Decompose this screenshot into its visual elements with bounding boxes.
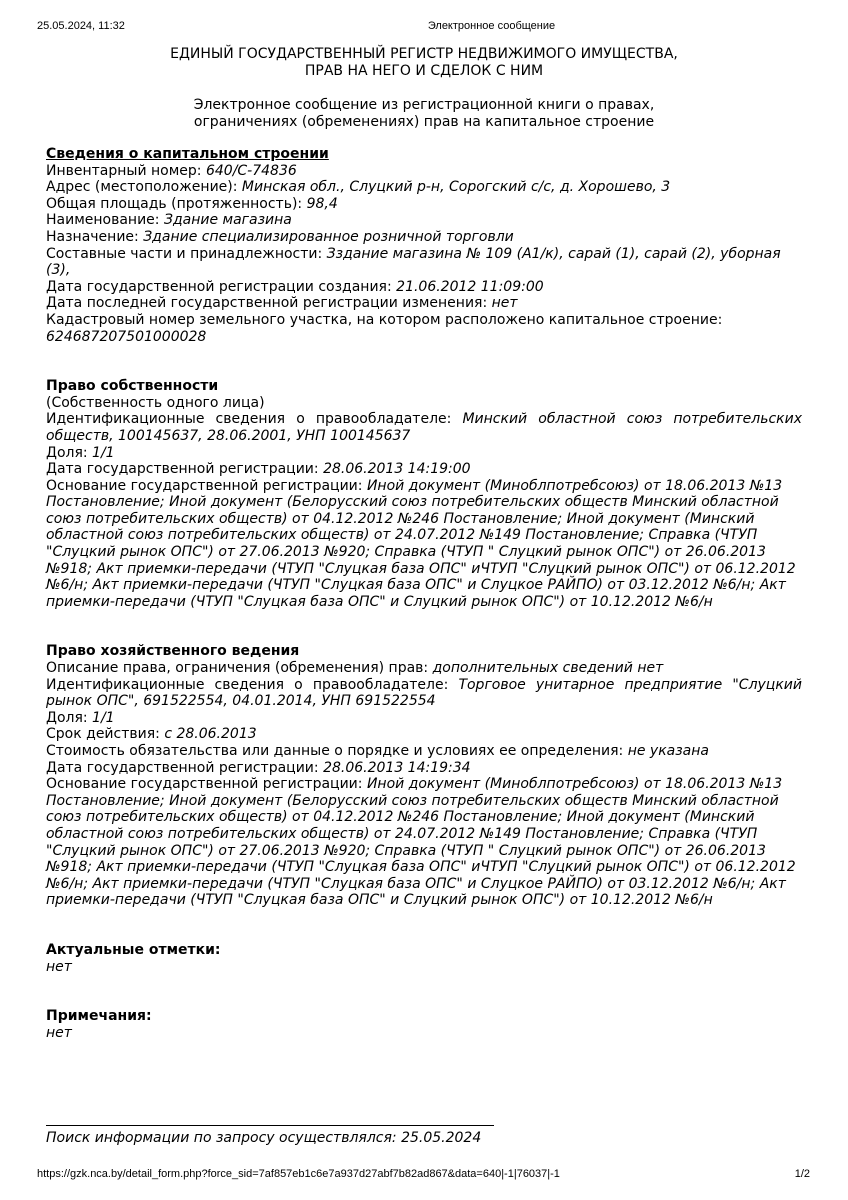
created-row (46, 279, 802, 296)
economic-heading: Право хозяйственного ведения (46, 643, 300, 660)
notes-value: нет (46, 1024, 72, 1041)
economic-holder-label: Идентификационные сведения о правообладателе: (46, 676, 459, 693)
spacer (46, 909, 802, 942)
created-value: 21.06.2012 11:09:00 (396, 278, 544, 295)
inventory-label: Инвентарный номер: (46, 162, 206, 179)
created-label: Дата государственной регистрации создания: (46, 278, 397, 295)
area-label: Общая площадь (протяженность): (46, 195, 307, 212)
building-section (46, 146, 802, 345)
ownership-share-value: 1/1 (92, 444, 115, 461)
ownership-holder-value: Минский областной союз потребительских обществ, 100145637, 28.06.2001, УНП 100145637 (46, 411, 802, 444)
ownership-kind: (Собственность одного лица) (46, 394, 265, 411)
ownership-basis-label: Основание государственной регистрации: (46, 477, 367, 494)
economic-regdate-label: Дата государственной регистрации: (46, 759, 324, 776)
ownership-basis-value: Иной документ (Миноблпотребсоюз) от 18.06.2013 №13 Постановление; Иной документ (Белорусский союз потребительских обществ Минский областной союз потребительских обществ) от 04.12.2012 №246 Постановление; Иной документ (Минский областной союз потребительских обществ) от 24.07.2012 №149 Постановление; Справка (ЧТУП "Слуцкий рынок ОПС") от 27.06.2013 №920; Справка (ЧТУП " Слуцкий рынок ОПС") от 26.06.2013 №918; Акт приемки-передачи (ЧТУП "Слуцкая база ОПС" иЧТУП "Слуцкий рынок ОПС") от 06.12.2012 №6/н; Акт приемки-передачи (ЧТУП "Слуцкая база ОПС" и Слуцкое РАЙПО) от 03.12.2012 №6/н; Акт приемки-передачи (ЧТУП "Слуцкая база ОПС" и Слуцкий рынок ОПС") от 10.12.2012 №6/н (46, 477, 796, 610)
ownership-holder-label: Идентификационные сведения о правообладателе: (46, 411, 463, 428)
print-datetime: 25.05.2024, 11:32 (37, 20, 125, 32)
actual-marks-heading: Актуальные отметки: (46, 941, 221, 958)
ownership-share-row (46, 445, 802, 462)
parts-label: Составные части и принадлежности: (46, 245, 327, 262)
spacer (46, 610, 802, 643)
cadastral-value: 624687207501000028 (46, 328, 207, 345)
economic-cost-row (46, 743, 802, 760)
notes-heading: Примечания: (46, 1008, 152, 1025)
document-body (46, 146, 802, 1041)
building-heading: Сведения о капитальном строении (46, 146, 329, 162)
economic-term-label: Срок действия: (46, 726, 165, 743)
name-value: Здание магазина (163, 212, 292, 229)
subtitle-line-2: ограничениях (обременениях) прав на капитальное строение (193, 114, 655, 130)
address-value: Минская обл., Слуцкий р-н, Сорогский с/с, д. Хорошево, 3 (241, 179, 671, 196)
purpose-label: Назначение: (46, 228, 144, 245)
economic-basis-label: Основание государственной регистрации: (46, 776, 367, 793)
ownership-basis-row (46, 478, 802, 611)
ownership-regdate-value: 28.06.2013 14:19:00 (323, 461, 471, 478)
economic-desc-value: дополнительных сведений нет (432, 660, 664, 677)
document-subtitle (0, 97, 848, 131)
print-footer (0, 1168, 848, 1182)
area-row (46, 196, 802, 213)
print-header (0, 20, 848, 34)
economic-share-row (46, 710, 802, 727)
name-label: Наименование: (46, 212, 164, 229)
economic-cost-label: Стоимость обязательства или данные о порядке и условиях ее определения: (46, 743, 628, 759)
ownership-share-label: Доля: (46, 444, 93, 461)
spacer (46, 975, 802, 1008)
name-row (46, 212, 802, 229)
economic-term-value: с 28.06.2013 (164, 726, 257, 743)
subtitle-line-1: Электронное сообщение из регистрационной книги о правах, (193, 97, 655, 113)
purpose-row (46, 229, 802, 246)
economic-holder-value: Торговое унитарное предприятие "Слуцкий рынок ОПС", 691522554, 04.01.2014, УНП 691522554 (46, 676, 802, 710)
area-value: 98,4 (306, 195, 338, 212)
parts-row (46, 246, 802, 279)
ownership-regdate-row (46, 461, 802, 478)
document-title (0, 46, 848, 80)
changed-row (46, 295, 802, 312)
address-row (46, 179, 802, 196)
title-line-2: ПРАВ НА НЕГО И СДЕЛОК С НИМ (304, 63, 544, 79)
purpose-value: Здание специализированное розничной торговли (143, 228, 514, 245)
separator-line (46, 1125, 494, 1126)
ownership-holder-row (46, 411, 802, 444)
economic-term-row (46, 726, 802, 743)
ownership-regdate-label: Дата государственной регистрации: (46, 461, 324, 478)
economic-share-value: 1/1 (92, 709, 115, 726)
economic-regdate-row (46, 760, 802, 777)
spacer (46, 345, 802, 378)
print-page-title: Электронное сообщение (427, 20, 556, 32)
economic-desc-label: Описание права, ограничения (обременения) прав: (46, 660, 433, 677)
economic-share-label: Доля: (46, 709, 93, 726)
changed-label: Дата последней государственной регистрации изменения: (46, 295, 492, 312)
source-url: https://gzk.nca.by/detail_form.php?force_sid=7af857eb1c6e7a937d27abf7b82ad867&data=640|-1|76037|-1 (37, 1168, 560, 1180)
ownership-heading: Право собственности (46, 378, 219, 395)
page-number: 1/2 (794, 1168, 810, 1180)
economic-holder-row (46, 677, 802, 710)
economic-desc-row (46, 660, 802, 677)
ownership-section (46, 378, 802, 610)
title-line-1: ЕДИНЫЙ ГОСУДАРСТВЕННЫЙ РЕГИСТР НЕДВИЖИМОГО ИМУЩЕСТВА, (170, 46, 678, 62)
inventory-row (46, 163, 802, 180)
economic-regdate-value: 28.06.2013 14:19:34 (323, 759, 471, 776)
economic-basis-value: Иной документ (Миноблпотребсоюз) от 18.06.2013 №13 Постановление; Иной документ (Белорусский союз потребительских обществ Минский областной союз потребительских обществ) от 04.12.2012 №246 Постановление; Иной документ (Минский областной союз потребительских обществ) от 24.07.2012 №149 Постановление; Справка (ЧТУП "Слуцкий рынок ОПС") от 27.06.2013 №920; Справка (ЧТУП " Слуцкий рынок ОПС") от 26.06.2013 №918; Акт приемки-передачи (ЧТУП "Слуцкая база ОПС" иЧТУП "Слуцкий рынок ОПС") от 06.12.2012 №6/н; Акт приемки-передачи (ЧТУП "Слуцкая база ОПС" и Слуцкое РАЙПО) от 03.12.2012 №6/н; Акт приемки-передачи (ЧТУП "Слуцкая база ОПС" и Слуцкий рынок ОПС") от 10.12.2012 №6/н (46, 776, 796, 909)
economic-cost-value: не указана (627, 743, 709, 759)
actual-marks-value: нет (46, 958, 72, 975)
economic-section (46, 643, 802, 909)
economic-basis-row (46, 776, 802, 909)
notes-section (46, 1008, 802, 1041)
cadastral-label: Кадастровый номер земельного участка, на котором расположено капитальное строение: (46, 311, 723, 328)
search-info: Поиск информации по запросу осуществлялся: 25.05.2024 (46, 1130, 482, 1146)
inventory-value: 640/С-74836 (205, 162, 297, 179)
parts-value: Ззданиe магазина № 109 (А1/к), сарай (1), сарай (2), уборная (3), (46, 245, 781, 279)
address-label: Адрес (местоположение): (46, 179, 242, 196)
changed-value: нет (491, 295, 518, 312)
actual-marks-section (46, 942, 802, 975)
